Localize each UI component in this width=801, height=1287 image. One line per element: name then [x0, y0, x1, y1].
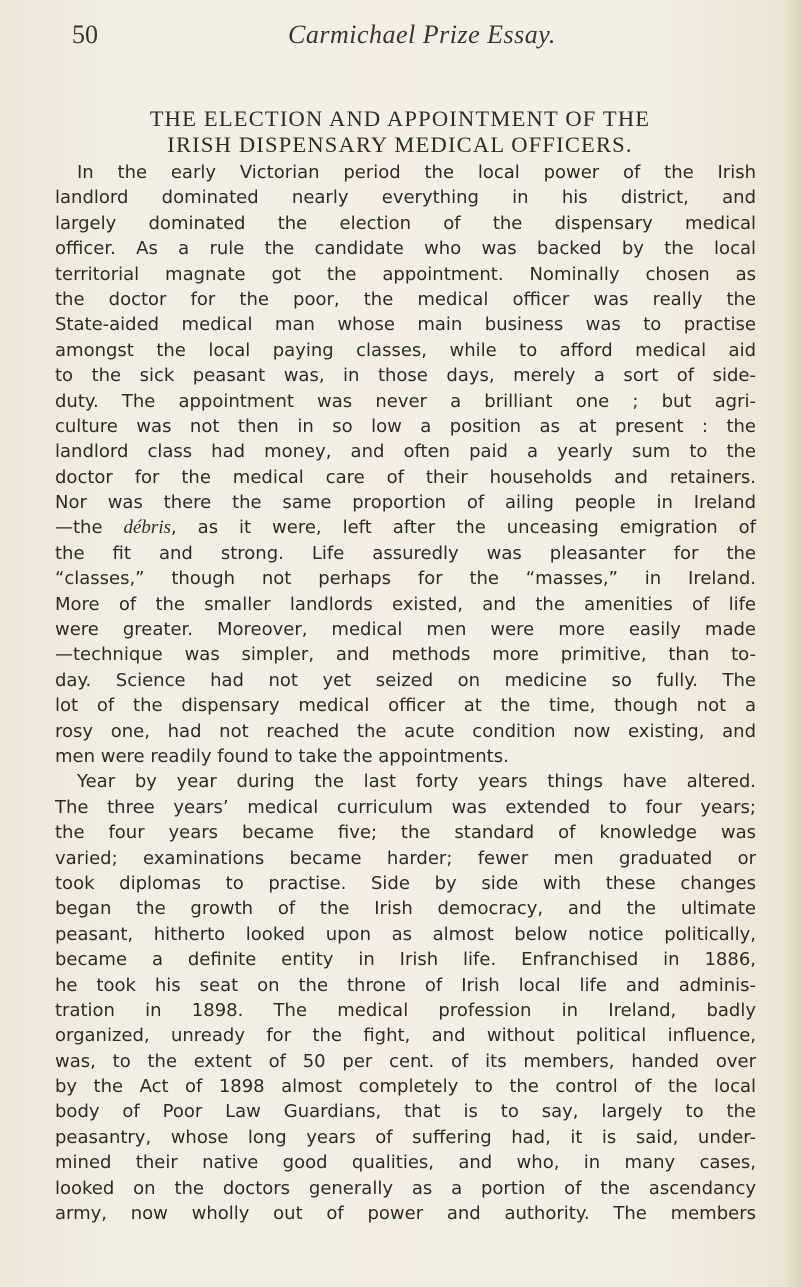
- body-line: landlord dominated nearly everything in his district, and: [55, 187, 756, 209]
- running-title: Carmichael Prize Essay.: [288, 20, 556, 49]
- body-line: began the growth of the Irish democracy, and the ultimate: [55, 898, 756, 920]
- body-line-debris: [55, 515, 756, 540]
- body-line: looked on the doctors generally as a portion of the ascendancy: [55, 1177, 756, 1199]
- body-line: were greater. Moreover, medical men were more easily made: [55, 619, 756, 641]
- heading-line-2: IRISH DISPENSARY MEDICAL OFFICERS.: [167, 132, 633, 157]
- heading-line-1: THE ELECTION AND APPOINTMENT OF THE: [149, 106, 651, 131]
- body-line: rosy one, had not reached the acute condition now existing, and: [55, 720, 756, 742]
- debris-rest: , as it were, left after the unceasing emigration of: [171, 517, 756, 539]
- body-line: landlord class had money, and often paid a yearly sum to the: [55, 441, 756, 463]
- body-text: [55, 160, 756, 1226]
- body-line: to the sick peasant was, in those days, merely a sort of side-: [55, 365, 756, 387]
- body-line: culture was not then in so low a position as at present : the: [55, 415, 756, 437]
- body-line: men were readily found to take the appointments.: [55, 745, 509, 767]
- body-line: army, now wholly out of power and authority. The members: [55, 1203, 756, 1225]
- body-line: Nor was there the same proportion of ailing people in Ireland: [55, 492, 756, 514]
- body-line: Year by year during the last forty years things have altered.: [77, 771, 756, 793]
- body-line: duty. The appointment was never a brilliant one ; but agri-: [55, 390, 756, 412]
- chapter-heading: [60, 106, 740, 158]
- body-line: doctor for the medical care of their households and retainers.: [55, 466, 756, 488]
- body-line: More of the smaller landlords existed, and the amenities of life: [55, 593, 756, 615]
- body-line: territorial magnate got the appointment. Nominally chosen as: [55, 263, 756, 285]
- body-line: mined their native good qualities, and who, in many cases,: [55, 1152, 756, 1174]
- page-number: 50: [72, 20, 98, 49]
- body-line: lot of the dispensary medical officer at the time, though not a: [55, 695, 756, 717]
- body-line: tration in 1898. The medical profession in Ireland, badly: [55, 999, 756, 1021]
- body-line: —technique was simpler, and methods more primitive, than to-: [55, 644, 756, 666]
- body-line: became a definite entity in Irish life. Enfranchised in 1886,: [55, 949, 756, 971]
- running-head: [72, 20, 752, 54]
- body-line: officer. As a rule the candidate who was backed by the local: [55, 238, 756, 260]
- body-line: day. Science had not yet seized on medicine so fully. The: [55, 669, 756, 691]
- body-line: peasantry, whose long years of suffering had, it is said, under-: [55, 1126, 756, 1148]
- body-line: he took his seat on the throne of Irish local life and adminis-: [55, 974, 756, 996]
- body-line: was, to the extent of 50 per cent. of its members, handed over: [55, 1050, 756, 1072]
- dash-the: —the: [55, 517, 124, 539]
- debris-word: débris: [123, 517, 171, 539]
- body-line: the fit and strong. Life assuredly was pleasanter for the: [55, 542, 756, 564]
- body-line: peasant, hitherto looked upon as almost below notice politically,: [55, 923, 756, 945]
- body-line: the four years became five; the standard of knowledge was: [55, 822, 756, 844]
- body-line: the doctor for the poor, the medical officer was really the: [55, 288, 756, 310]
- body-line: organized, unready for the fight, and without political influence,: [55, 1025, 756, 1047]
- body-line: The three years’ medical curriculum was extended to four years;: [55, 796, 756, 818]
- body-line: took diplomas to practise. Side by side with these changes: [55, 872, 756, 894]
- body-line: body of Poor Law Guardians, that is to say, largely to the: [55, 1101, 756, 1123]
- body-line: varied; examinations became harder; fewer men graduated or: [55, 847, 756, 869]
- body-line: “classes,” though not perhaps for the “masses,” in Ireland.: [55, 568, 756, 590]
- body-line: largely dominated the election of the dispensary medical: [55, 212, 756, 234]
- body-line: State-aided medical man whose main business was to practise: [55, 314, 756, 336]
- body-line: by the Act of 1898 almost completely to the control of the local: [55, 1076, 756, 1098]
- page-edge-shadow: [783, 0, 801, 1287]
- body-line: amongst the local paying classes, while to afford medical aid: [55, 339, 756, 361]
- body-line: In the early Victorian period the local power of the Irish: [77, 162, 756, 183]
